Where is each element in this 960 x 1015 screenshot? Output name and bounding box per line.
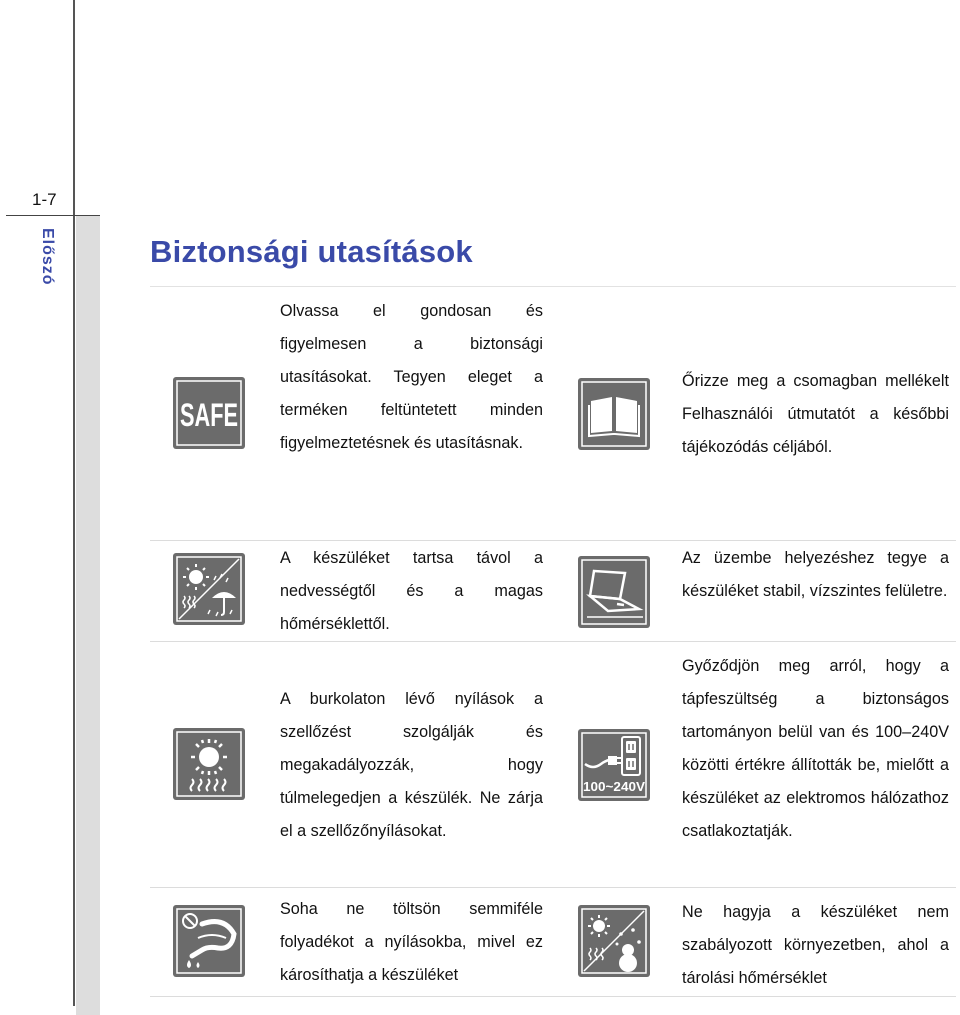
svg-text:100~240V: 100~240V <box>583 779 646 794</box>
row-divider <box>554 887 956 888</box>
safety-instruction-text: Olvassa el gondosan és figyelmesen a biztonsági utasításokat. Tegyen eleget a terméken feltüntetett minden figyelmeztetésnek és utasításnak. <box>280 302 543 452</box>
no-liquid-text: Soha ne töltsön semmiféle folyadékot a nyílásokba, mivel ez károsíthatja a készüléket <box>280 900 543 984</box>
keep-manual-text: Őrizze meg a csomagban mellékelt Felhasználói útmutatót a későbbi tájékozódás céljából. <box>682 372 949 456</box>
sun-rain-umbrella-icon <box>172 552 246 626</box>
uncontrolled-environment-text: Ne hagyja a készüléket nem szabályozott környezetben, ahol a tárolási hőmérséklet <box>682 903 949 987</box>
safe-icon <box>172 376 246 450</box>
row-divider <box>150 887 554 888</box>
sun-snowman-temperature-icon <box>577 904 651 978</box>
stable-surface-text: Az üzembe helyezéshez tegye a készüléket stabil, vízszintes felületre. <box>682 549 949 600</box>
row-divider <box>150 641 554 642</box>
ventilation-text: A burkolaton lévő nyílások a szellőzést szolgálják és megakadályozzák, hogy túlmelegedjen a készülék. Ne zárja el a szellőzőnyílásokat. <box>280 690 543 840</box>
margin-vertical-line <box>73 0 75 1006</box>
row-divider <box>150 540 554 541</box>
row-divider <box>150 996 956 997</box>
row-divider <box>554 641 956 642</box>
laptop-on-flat-surface-icon <box>577 555 651 629</box>
row-divider <box>554 540 956 541</box>
page-title: Biztonsági utasítások <box>150 234 473 269</box>
open-book-icon <box>577 377 651 451</box>
page-number: 1-7 <box>32 190 57 209</box>
voltage-range-text: Győződjön meg arról, hogy a tápfeszültség a biztonságos tartományon belül van és 100–240V közötti értékre állították be, mielőtt a készüléket az elektromos hálózathoz csatlakoztatják. <box>682 657 949 840</box>
section-tab: Előszó <box>39 228 56 286</box>
sun-heat-vent-icon <box>172 727 246 801</box>
svg-text:SAFE: SAFE <box>180 397 238 433</box>
power-plug-outlet-icon <box>577 728 651 802</box>
title-divider <box>150 286 956 287</box>
margin-gray-band <box>76 216 100 1015</box>
no-liquid-icon <box>172 904 246 978</box>
humidity-warning-text: A készüléket tartsa távol a nedvességtől és a magas hőmérséklettől. <box>280 549 543 633</box>
